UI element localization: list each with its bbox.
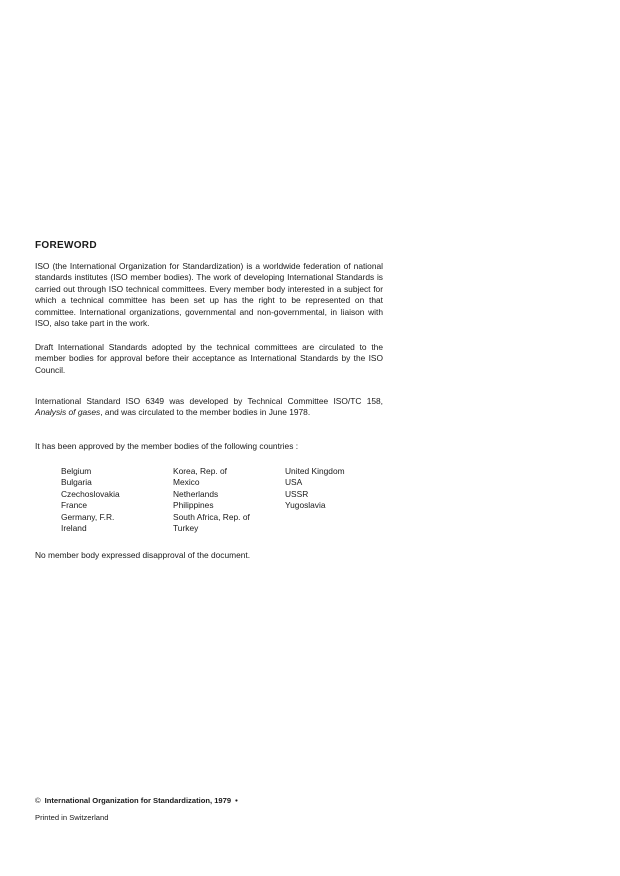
printed-in-line: Printed in Switzerland: [35, 813, 109, 822]
country-item: Yugoslavia: [285, 500, 326, 511]
iso6349-text-end: , and was circulated to the member bodies in June 1978.: [100, 407, 311, 418]
foreword-paragraph-iso-intro: ISO (the International Organization for Standardization) is a worldwide federation of national standards institutes (ISO member bodies). The work of developing International Standards is carried out through ISO technical committees. Every member body interested in a subject for which a technical committee has been set up has the right to be represented on that committee. International organizations, governmental and non-governmental, in liaison with ISO, also take part in the work.: [35, 261, 383, 329]
country-item: United Kingdom: [285, 466, 345, 476]
foreword-paragraph-no-disapproval: No member body expressed disapproval of the document.: [35, 550, 251, 560]
country-item: South Africa, Rep. of: [173, 511, 250, 522]
country-list: [61, 466, 395, 534]
copyright-line: [35, 796, 238, 805]
country-item: Bulgaria: [61, 477, 92, 488]
country-item: Turkey: [173, 523, 199, 534]
foreword-title: FOREWORD: [35, 240, 97, 251]
country-item: France: [61, 500, 88, 511]
foreword-paragraph-draft-standards: Draft International Standards adopted by the technical committees are circulated to the member bodies for approval before their acceptance as International Standards by the ISO Council.: [35, 342, 383, 375]
bullet-icon: •: [235, 796, 238, 805]
country-column-3: [285, 466, 395, 534]
committee-title-italic: Analysis of gases: [35, 407, 101, 418]
country-item: Czechoslovakia: [61, 488, 120, 499]
copyright-text: International Organization for Standardization, 1979: [44, 796, 232, 805]
country-item: Belgium: [61, 466, 92, 476]
country-column-1: [61, 466, 173, 534]
country-item: Germany, F.R.: [61, 511, 115, 522]
country-item: USA: [285, 477, 303, 488]
country-item: Mexico: [173, 477, 200, 488]
country-item: Netherlands: [173, 488, 219, 499]
country-item: Philippines: [173, 500, 214, 511]
foreword-paragraph-iso6349: [35, 396, 383, 419]
country-column-2: [173, 466, 285, 534]
iso6349-text-start: International Standard ISO 6349 was developed by Technical Committee ISO/TC 158,: [35, 396, 383, 406]
country-item: Korea, Rep. of: [173, 466, 228, 476]
foreword-paragraph-approval: It has been approved by the member bodies of the following countries :: [35, 441, 299, 451]
country-item: Ireland: [61, 523, 87, 534]
country-item: USSR: [285, 488, 309, 499]
copyright-icon: ©: [35, 796, 41, 805]
